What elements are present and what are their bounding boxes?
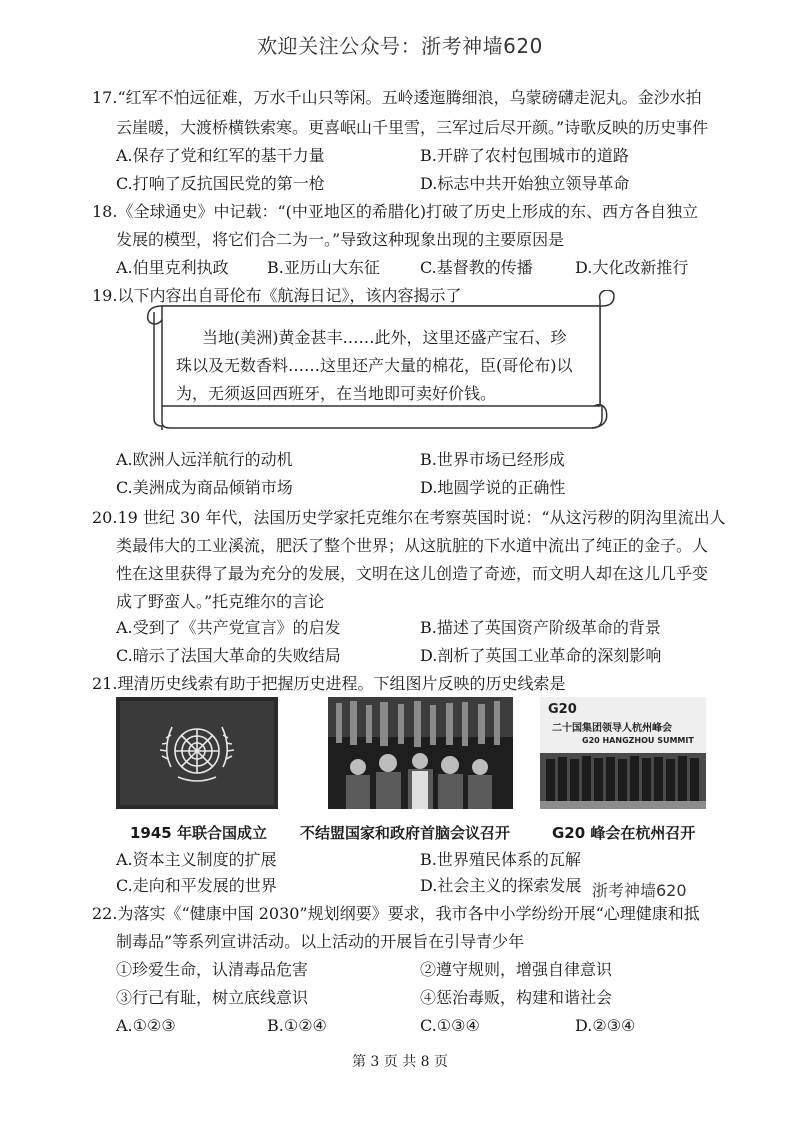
q22-item-1: ①珍爱生命，认清毒品危害 [116, 960, 309, 979]
g20-logo-text: G20 [548, 702, 577, 717]
g20-cn-text: 二十国集团领导人杭州峰会 [552, 723, 672, 734]
g20-stage-icon [540, 697, 706, 809]
q17-stem-line-1: 17.“红军不怕远征难，万水千山只等闲。五岭逶迤腾细浪，乌蒙磅礴走泥丸。金沙水拍 [92, 88, 702, 107]
q22-item-2: ②遵守规则，增强自律意识 [420, 960, 613, 979]
q20-option-d[interactable]: D.剖析了英国工业革命的深刻影响 [420, 646, 662, 665]
page-number: 第 3 页 共 8 页 [351, 1054, 449, 1070]
q20-stem-line-4: 成了野蛮人。”托克维尔的言论 [116, 592, 325, 611]
q17-option-b[interactable]: B.开辟了农村包围城市的道路 [420, 146, 629, 165]
quote-scroll [140, 290, 618, 430]
q17-stem-line-2: 云崖暖，大渡桥横铁索寒。更喜岷山千里雪，三军过后尽开颜。”诗歌反映的历史事件 [116, 118, 709, 137]
q21-option-d[interactable]: D.社会主义的探索发展 [420, 876, 582, 895]
q22-option-b[interactable]: B.①②④ [267, 1016, 327, 1035]
q18-option-a[interactable]: A.伯里克利执政 [116, 258, 229, 277]
un-flag-photo [116, 697, 278, 809]
q22-stem-line-1: 22.为落实《“健康中国 2030”规划纲要》要求，我市各中小学纷纷开展“心理健康和抵 [92, 904, 700, 923]
q19-option-a[interactable]: A.欧洲人远洋航行的动机 [116, 450, 293, 469]
q22-item-4: ④惩治毒贩，构建和谐社会 [420, 988, 613, 1007]
g20-en-text: G20 HANGZHOU SUMMIT [582, 736, 694, 745]
q20-stem-line-3: 性在这里获得了最为充分的发展，文明在这儿创造了奇迹，而文明人却在这儿几乎变 [116, 564, 709, 583]
q18-stem-line-1: 18.《全球通史》中记载：“(中亚地区的希腊化)打破了历史上形成的东、西方各自独立 [92, 202, 699, 221]
q22-option-a[interactable]: A.①②③ [116, 1016, 176, 1035]
q22-option-d[interactable]: D.②③④ [575, 1016, 636, 1035]
q20-option-a[interactable]: A.受到了《共产党宣言》的启发 [116, 618, 341, 637]
q17-option-c[interactable]: C.打响了反抗国民党的第一枪 [116, 174, 325, 193]
q21-stem: 21.理清历史线索有助于把握历史进程。下组图片反映的历史线索是 [92, 674, 566, 693]
scroll-line-3: 为，无须返回西班牙，在当地即可卖好价钱。 [176, 384, 497, 403]
q19-option-b[interactable]: B.世界市场已经形成 [420, 450, 565, 469]
q20-option-b[interactable]: B.描述了英国资产阶级革命的背景 [420, 618, 661, 637]
q21-option-b[interactable]: B.世界殖民体系的瓦解 [420, 850, 581, 869]
q17-option-d[interactable]: D.标志中共开始独立领导革命 [420, 174, 630, 193]
q20-stem-line-2: 类最伟大的工业溪流，肥沃了整个世界；从这肮脏的下水道中流出了纯正的金子。人 [116, 536, 709, 555]
un-emblem-icon [116, 697, 278, 809]
scroll-line-1: 当地(美洲)黄金甚丰……此外，这里还盛产宝石、珍 [202, 328, 567, 347]
q17-option-a[interactable]: A.保存了党和红军的基干力量 [116, 146, 325, 165]
non-aligned-meeting-photo [328, 697, 513, 809]
inline-watermark: 浙考神墙620 [592, 881, 687, 900]
q18-option-b[interactable]: B.亚历山大东征 [267, 258, 380, 277]
caption-un: 1945 年联合国成立 [130, 824, 267, 842]
caption-g20: G20 峰会在杭州召开 [552, 824, 696, 842]
meeting-crowd-icon [328, 697, 513, 809]
q19-stem: 19.以下内容出自哥伦布《航海日记》，该内容揭示了 [92, 286, 462, 305]
q19-option-d[interactable]: D.地圆学说的正确性 [420, 478, 566, 497]
q22-option-c[interactable]: C.①③④ [420, 1016, 480, 1035]
q18-stem-line-2: 发展的模型，将它们合二为一。”导致这种现象出现的主要原因是 [116, 230, 565, 249]
page-watermark: 欢迎关注公众号：浙考神墙620 [257, 34, 543, 58]
caption-non-aligned: 不结盟国家和政府首脑会议召开 [300, 824, 511, 842]
q22-item-3: ③行己有耻，树立底线意识 [116, 988, 309, 1007]
q21-option-c[interactable]: C.走向和平发展的世界 [116, 876, 277, 895]
q18-option-c[interactable]: C.基督教的传播 [420, 258, 533, 277]
q21-option-a[interactable]: A.资本主义制度的扩展 [116, 850, 277, 869]
scroll-line-2: 珠以及无数香料……这里还产大量的棉花，臣(哥伦布)以 [176, 356, 573, 375]
q22-stem-line-2: 制毒品”等系列宣讲活动。以上活动的开展旨在引导青少年 [116, 932, 525, 951]
q19-option-c[interactable]: C.美洲成为商品倾销市场 [116, 478, 293, 497]
q20-option-c[interactable]: C.暗示了法国大革命的失败结局 [116, 646, 341, 665]
q18-option-d[interactable]: D.大化改新推行 [575, 258, 689, 277]
q20-stem-line-1: 20.19 世纪 30 年代，法国历史学家托克维尔在考察英国时说：“从这污秽的阴沟里流出人 [92, 508, 726, 527]
g20-summit-photo [540, 697, 706, 809]
